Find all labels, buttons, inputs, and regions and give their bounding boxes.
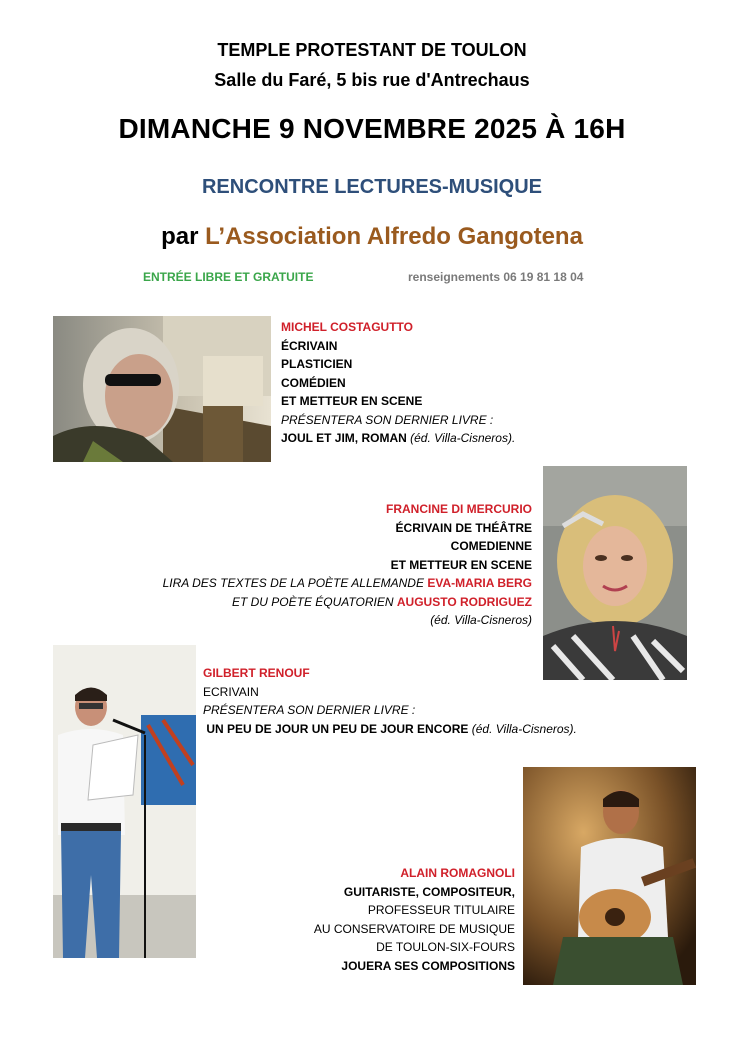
performer-4-role: GUITARISTE, COMPOSITEUR, <box>343 884 515 899</box>
performer-1-work: JOUL ET JIM, ROMAN <box>281 431 407 445</box>
performer-4-name: ALAIN ROMAGNOLI <box>400 866 515 880</box>
info-phone: renseignements 06 19 81 18 04 <box>408 270 584 284</box>
performer-1-role: PLASTICIEN <box>281 357 353 371</box>
performer-3-work-line <box>203 720 663 739</box>
photo-alain-romagnoli <box>523 767 696 985</box>
venue-address: Salle du Faré, 5 bis rue d'Antrechaus <box>214 70 530 90</box>
performer-1-presents: PRÉSENTERA SON DERNIER LIVRE : <box>281 412 494 427</box>
poet-eva-maria-berg: EVA-MARIA BERG <box>427 576 532 590</box>
performer-3-presents: PRÉSENTERA SON DERNIER LIVRE : <box>203 703 416 717</box>
performer-1-work-line <box>281 429 581 448</box>
performer-4-text <box>200 864 515 975</box>
performer-2-role: COMEDIENNE <box>450 539 532 553</box>
performer-2-name: FRANCINE DI MERCURIO <box>386 502 532 516</box>
photo-michel-costagutto <box>53 316 271 462</box>
performer-1-role: ÉCRIVAIN <box>281 338 338 353</box>
photo-francine-di-mercurio <box>543 466 687 680</box>
performer-4-role: AU CONSERVATOIRE DE MUSIQUE <box>313 921 515 936</box>
performer-1-name: MICHEL COSTAGUTTO <box>281 320 413 334</box>
performer-2-line2-text: ET DU POÈTE ÉQUATORIEN <box>231 594 394 609</box>
performer-2-publisher: (éd. Villa-Cisneros) <box>430 613 532 627</box>
event-date: DIMANCHE 9 NOVEMBRE 2025 À 16H <box>118 113 626 144</box>
photo-gilbert-renouf <box>53 645 196 958</box>
performer-1-publisher: (éd. Villa-Cisneros). <box>410 431 516 445</box>
performer-3-text <box>203 664 663 738</box>
performer-4-role: DE TOULON-SIX-FOURS <box>376 940 515 954</box>
performer-1-role: COMÉDIEN <box>281 375 346 390</box>
performer-2-line2 <box>100 593 532 612</box>
event-title: RENCONTRE LECTURES-MUSIQUE <box>201 176 542 198</box>
performer-2-role: ÉCRIVAIN DE THÉÂTRE <box>395 520 532 535</box>
performer-2-text <box>100 500 532 630</box>
performer-2-line1 <box>100 574 532 593</box>
performer-3-role: ECRIVAIN <box>203 684 259 699</box>
performer-3-work: UN PEU DE JOUR UN PEU DE JOUR ENCORE <box>206 721 469 736</box>
performer-1-text <box>281 318 581 448</box>
venue-title: TEMPLE PROTESTANT DE TOULON <box>217 40 527 60</box>
performer-2-line1-text: LIRA DES TEXTES DE LA POÈTE ALLEMANDE <box>162 576 424 590</box>
poet-augusto-rodriguez: AUGUSTO RODRIGUEZ <box>396 594 532 609</box>
association-line <box>0 223 744 251</box>
association-name: L’Association Alfredo Gangotena <box>205 223 583 250</box>
by-prefix: par <box>161 223 199 250</box>
performer-3-name: GILBERT RENOUF <box>203 666 310 680</box>
performer-3-publisher: (éd. Villa-Cisneros). <box>471 721 577 736</box>
performer-4-role: PROFESSEUR TITULAIRE <box>367 903 515 917</box>
performer-4-closing: JOUERA SES COMPOSITIONS <box>341 958 515 973</box>
performer-1-role: ET METTEUR EN SCENE <box>281 394 423 408</box>
entry-free: ENTRÉE LIBRE ET GRATUITE <box>143 270 314 284</box>
performer-2-role: ET METTEUR EN SCENE <box>390 557 532 572</box>
